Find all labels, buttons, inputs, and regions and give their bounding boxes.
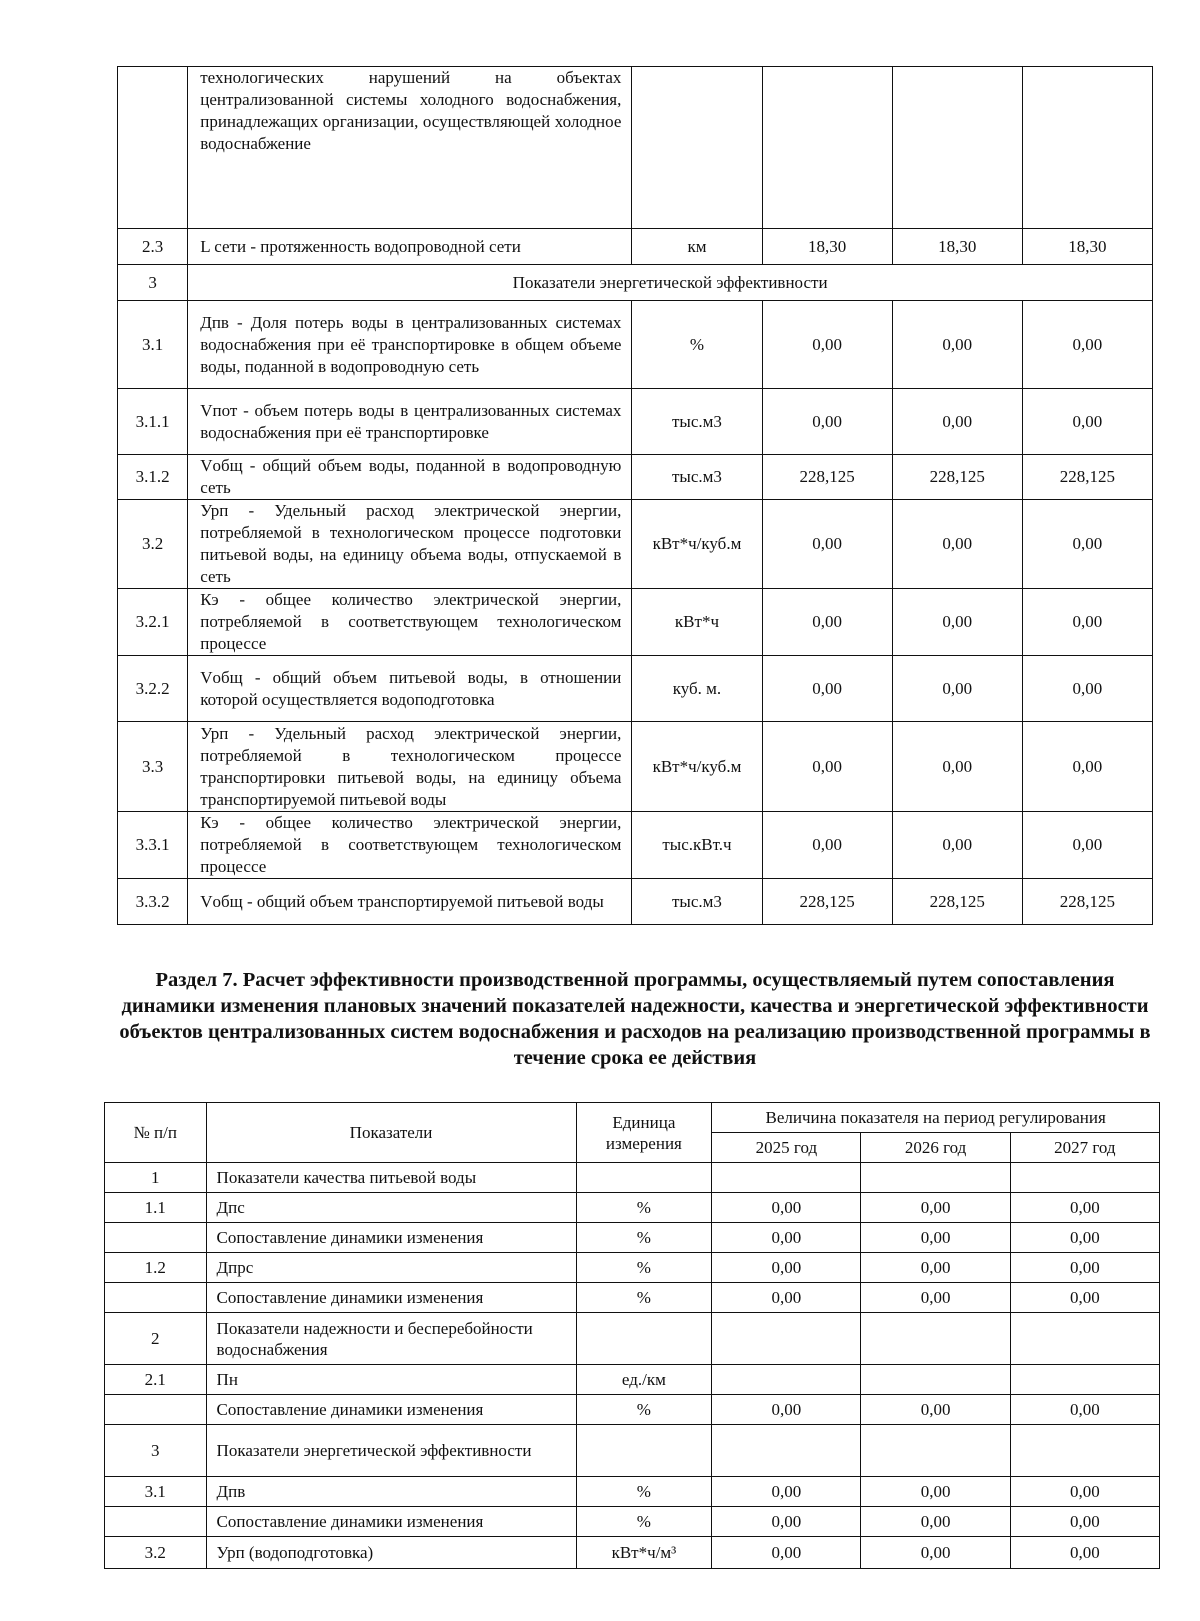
row-value-2026: 0,00: [892, 389, 1022, 455]
row-value-2026: 0,00: [861, 1537, 1010, 1569]
row-unit: км: [632, 229, 762, 265]
row-unit: тыс.кВт.ч: [632, 812, 762, 879]
row-value-2027: [1010, 1425, 1159, 1477]
row-description: L сети - протяженность водопроводной сети: [188, 229, 632, 265]
row-value-2027: 0,00: [1022, 589, 1152, 656]
row-unit: кВт*ч/куб.м: [632, 500, 762, 589]
row-value-2026: [892, 67, 1022, 229]
row-indicator: Сопоставление динамики изменения: [206, 1283, 576, 1313]
row-number: 3.2.1: [118, 589, 188, 656]
row-unit: тыс.м3: [632, 389, 762, 455]
row-number: [105, 1283, 207, 1313]
row-indicator: Дпс: [206, 1193, 576, 1223]
table-row: [118, 455, 1153, 500]
table-row: [105, 1223, 1160, 1253]
row-unit: %: [576, 1223, 712, 1253]
table-row: [118, 656, 1153, 722]
table-row: [105, 1507, 1160, 1537]
row-value-2026: [861, 1313, 1010, 1365]
table-row: [118, 812, 1153, 879]
table-row: [118, 589, 1153, 656]
row-description: Vобщ - общий объем воды, поданной в водопроводную сеть: [188, 455, 632, 500]
row-value-2025: 0,00: [762, 589, 892, 656]
row-value-2027: 0,00: [1010, 1223, 1159, 1253]
row-value-2025: 0,00: [712, 1253, 861, 1283]
row-unit: [632, 67, 762, 229]
table-row: [105, 1283, 1160, 1313]
row-value-2027: 0,00: [1010, 1477, 1159, 1507]
row-value-2025: 0,00: [762, 500, 892, 589]
row-unit: кВт*ч/м³: [576, 1537, 712, 1569]
row-number: 3.1.1: [118, 389, 188, 455]
row-value-2026: 0,00: [861, 1477, 1010, 1507]
row-value-2027: [1010, 1313, 1159, 1365]
row-unit: куб. м.: [632, 656, 762, 722]
row-indicator: Показатели энергетической эффективности: [206, 1425, 576, 1477]
row-value-2025: 228,125: [762, 879, 892, 925]
row-value-2026: 0,00: [861, 1507, 1010, 1537]
row-value-2027: 0,00: [1010, 1537, 1159, 1569]
row-value-2025: 0,00: [712, 1537, 861, 1569]
row-number: 3.2: [105, 1537, 207, 1569]
table-row: [105, 1537, 1160, 1569]
table-row: [105, 1253, 1160, 1283]
row-value-2025: 228,125: [762, 455, 892, 500]
row-unit: тыс.м3: [632, 879, 762, 925]
section-title: Показатели энергетической эффективности: [188, 265, 1153, 301]
row-value-2026: 228,125: [892, 879, 1022, 925]
row-value-2027: 0,00: [1010, 1395, 1159, 1425]
row-value-2025: 0,00: [762, 389, 892, 455]
row-value-2025: 0,00: [762, 812, 892, 879]
row-value-2027: [1010, 1365, 1159, 1395]
row-value-2025: [712, 1163, 861, 1193]
row-number: 3: [105, 1425, 207, 1477]
row-value-2027: 0,00: [1010, 1283, 1159, 1313]
row-value-2027: [1022, 67, 1152, 229]
row-value-2025: 0,00: [712, 1477, 861, 1507]
table-row: [105, 1477, 1160, 1507]
section-row: [118, 265, 1153, 301]
row-value-2026: 0,00: [892, 500, 1022, 589]
table-row: [105, 1365, 1160, 1395]
row-value-2025: 18,30: [762, 229, 892, 265]
row-unit: кВт*ч: [632, 589, 762, 656]
row-number: 2.1: [105, 1365, 207, 1395]
row-unit: [576, 1313, 712, 1365]
row-number: [105, 1507, 207, 1537]
table-row: [118, 389, 1153, 455]
row-number: 3.3.1: [118, 812, 188, 879]
row-value-2026: 18,30: [892, 229, 1022, 265]
row-number: 3.2.2: [118, 656, 188, 722]
row-description: Vобщ - общий объем питьевой воды, в отношении которой осуществляется водоподготовка: [188, 656, 632, 722]
section-7-heading: Раздел 7. Расчет эффективности производственной программы, осуществляемый путем сопоставления динамики изменения плановых значений показателей надежности, качества и энергетической эффективности объектов централизованных систем водоснабжения и расходов на реализацию производственной программы в течение срока ее действия: [119, 969, 1151, 1069]
header-year-2026: 2026 год: [861, 1133, 1010, 1163]
row-unit: %: [576, 1283, 712, 1313]
row-unit: %: [576, 1193, 712, 1223]
row-value-2026: 0,00: [892, 656, 1022, 722]
row-unit: кВт*ч/куб.м: [632, 722, 762, 812]
row-unit: тыс.м3: [632, 455, 762, 500]
row-number: 3.1.2: [118, 455, 188, 500]
row-unit: %: [576, 1395, 712, 1425]
row-value-2025: 0,00: [712, 1223, 861, 1253]
row-value-2025: [712, 1365, 861, 1395]
row-value-2027: 0,00: [1022, 812, 1152, 879]
row-number: 1: [105, 1163, 207, 1193]
header-period: Величина показателя на период регулирования: [712, 1103, 1160, 1133]
header-unit: Единица измерения: [576, 1103, 712, 1163]
row-value-2026: [861, 1365, 1010, 1395]
row-value-2026: 0,00: [892, 722, 1022, 812]
row-value-2026: 0,00: [861, 1223, 1010, 1253]
indicators-table-continued: [117, 66, 1153, 925]
row-value-2026: 0,00: [861, 1253, 1010, 1283]
row-value-2027: 0,00: [1022, 500, 1152, 589]
table-row: [118, 67, 1153, 229]
row-indicator: Сопоставление динамики изменения: [206, 1223, 576, 1253]
row-value-2026: 0,00: [892, 301, 1022, 389]
row-description: Урп - Удельный расход электрической энергии, потребляемой в технологическом процессе подготовки питьевой воды, на единицу объема воды, отпускаемой в сеть: [188, 500, 632, 589]
row-value-2026: 228,125: [892, 455, 1022, 500]
row-number: [105, 1223, 207, 1253]
row-description: Кэ - общее количество электрической энергии, потребляемой в соответствующем технологическом процессе: [188, 589, 632, 656]
header-year-2025: 2025 год: [712, 1133, 861, 1163]
row-unit: [576, 1425, 712, 1477]
table-row: [118, 722, 1153, 812]
row-number: 2.3: [118, 229, 188, 265]
row-value-2026: 0,00: [861, 1395, 1010, 1425]
row-description: Урп - Удельный расход электрической энергии, потребляемой в технологическом процессе транспортировки питьевой воды, на единицу объема транспортируемой питьевой воды: [188, 722, 632, 812]
row-value-2025: [712, 1313, 861, 1365]
table-row: [105, 1313, 1160, 1365]
header-indicator: Показатели: [206, 1103, 576, 1163]
table-row: [118, 229, 1153, 265]
row-value-2027: 0,00: [1010, 1507, 1159, 1537]
row-value-2027: 0,00: [1010, 1193, 1159, 1223]
row-number: 1.2: [105, 1253, 207, 1283]
row-unit: %: [576, 1507, 712, 1537]
row-value-2027: 18,30: [1022, 229, 1152, 265]
row-value-2026: 0,00: [892, 812, 1022, 879]
row-value-2025: 0,00: [762, 722, 892, 812]
row-unit: %: [576, 1477, 712, 1507]
header-year-2027: 2027 год: [1010, 1133, 1159, 1163]
table-header-row: [105, 1103, 1160, 1133]
row-unit: %: [632, 301, 762, 389]
row-value-2026: [861, 1425, 1010, 1477]
row-number: 1.1: [105, 1193, 207, 1223]
row-value-2027: 228,125: [1022, 879, 1152, 925]
row-unit: %: [576, 1253, 712, 1283]
row-indicator: Показатели надежности и бесперебойности водоснабжения: [206, 1313, 576, 1365]
row-value-2025: 0,00: [712, 1507, 861, 1537]
row-value-2025: [762, 67, 892, 229]
row-value-2027: 0,00: [1010, 1253, 1159, 1283]
row-description: Vобщ - общий объем транспортируемой питьевой воды: [188, 879, 632, 925]
row-value-2025: 0,00: [762, 301, 892, 389]
row-number: 3.1: [118, 301, 188, 389]
row-value-2026: 0,00: [861, 1283, 1010, 1313]
row-value-2027: 0,00: [1022, 389, 1152, 455]
row-indicator: Сопоставление динамики изменения: [206, 1507, 576, 1537]
row-value-2025: 0,00: [712, 1283, 861, 1313]
header-number: № п/п: [105, 1103, 207, 1163]
row-indicator: Показатели качества питьевой воды: [206, 1163, 576, 1193]
row-value-2025: [712, 1425, 861, 1477]
row-value-2027: 228,125: [1022, 455, 1152, 500]
row-value-2027: 0,00: [1022, 722, 1152, 812]
row-value-2026: [861, 1163, 1010, 1193]
row-value-2026: 0,00: [861, 1193, 1010, 1223]
row-value-2026: 0,00: [892, 589, 1022, 656]
row-indicator: Урп (водоподготовка): [206, 1537, 576, 1569]
row-unit: [576, 1163, 712, 1193]
table-row: [105, 1163, 1160, 1193]
table-row: [118, 500, 1153, 589]
row-indicator: Дпрс: [206, 1253, 576, 1283]
row-value-2025: 0,00: [712, 1395, 861, 1425]
row-indicator: Пн: [206, 1365, 576, 1395]
row-number: [118, 67, 188, 229]
row-value-2025: 0,00: [712, 1193, 861, 1223]
row-number: 3.2: [118, 500, 188, 589]
table-row: [105, 1193, 1160, 1223]
row-description: технологических нарушений на объектах централизованной системы холодного водоснабжения, принадлежащих организации, осуществляющей холодное водоснабжение: [188, 67, 632, 229]
row-number: 3.1: [105, 1477, 207, 1507]
table-row: [105, 1395, 1160, 1425]
row-indicator: Сопоставление динамики изменения: [206, 1395, 576, 1425]
table-row: [118, 879, 1153, 925]
row-indicator: Дпв: [206, 1477, 576, 1507]
row-value-2027: 0,00: [1022, 656, 1152, 722]
table-row: [105, 1425, 1160, 1477]
table-row: [118, 301, 1153, 389]
efficiency-table: [104, 1102, 1160, 1569]
row-value-2025: 0,00: [762, 656, 892, 722]
row-number: [105, 1395, 207, 1425]
row-number: 3.3: [118, 722, 188, 812]
row-number: 3.3.2: [118, 879, 188, 925]
row-description: Дпв - Доля потерь воды в централизованных системах водоснабжения при её транспортировке в общем объеме воды, поданной в водопроводную сеть: [188, 301, 632, 389]
row-value-2027: 0,00: [1022, 301, 1152, 389]
row-value-2027: [1010, 1163, 1159, 1193]
row-description: Кэ - общее количество электрической энергии, потребляемой в соответствующем технологическом процессе: [188, 812, 632, 879]
section-number: 3: [118, 265, 188, 301]
row-unit: ед./км: [576, 1365, 712, 1395]
row-description: Vпот - объем потерь воды в централизованных системах водоснабжения при её транспортировке: [188, 389, 632, 455]
row-number: 2: [105, 1313, 207, 1365]
